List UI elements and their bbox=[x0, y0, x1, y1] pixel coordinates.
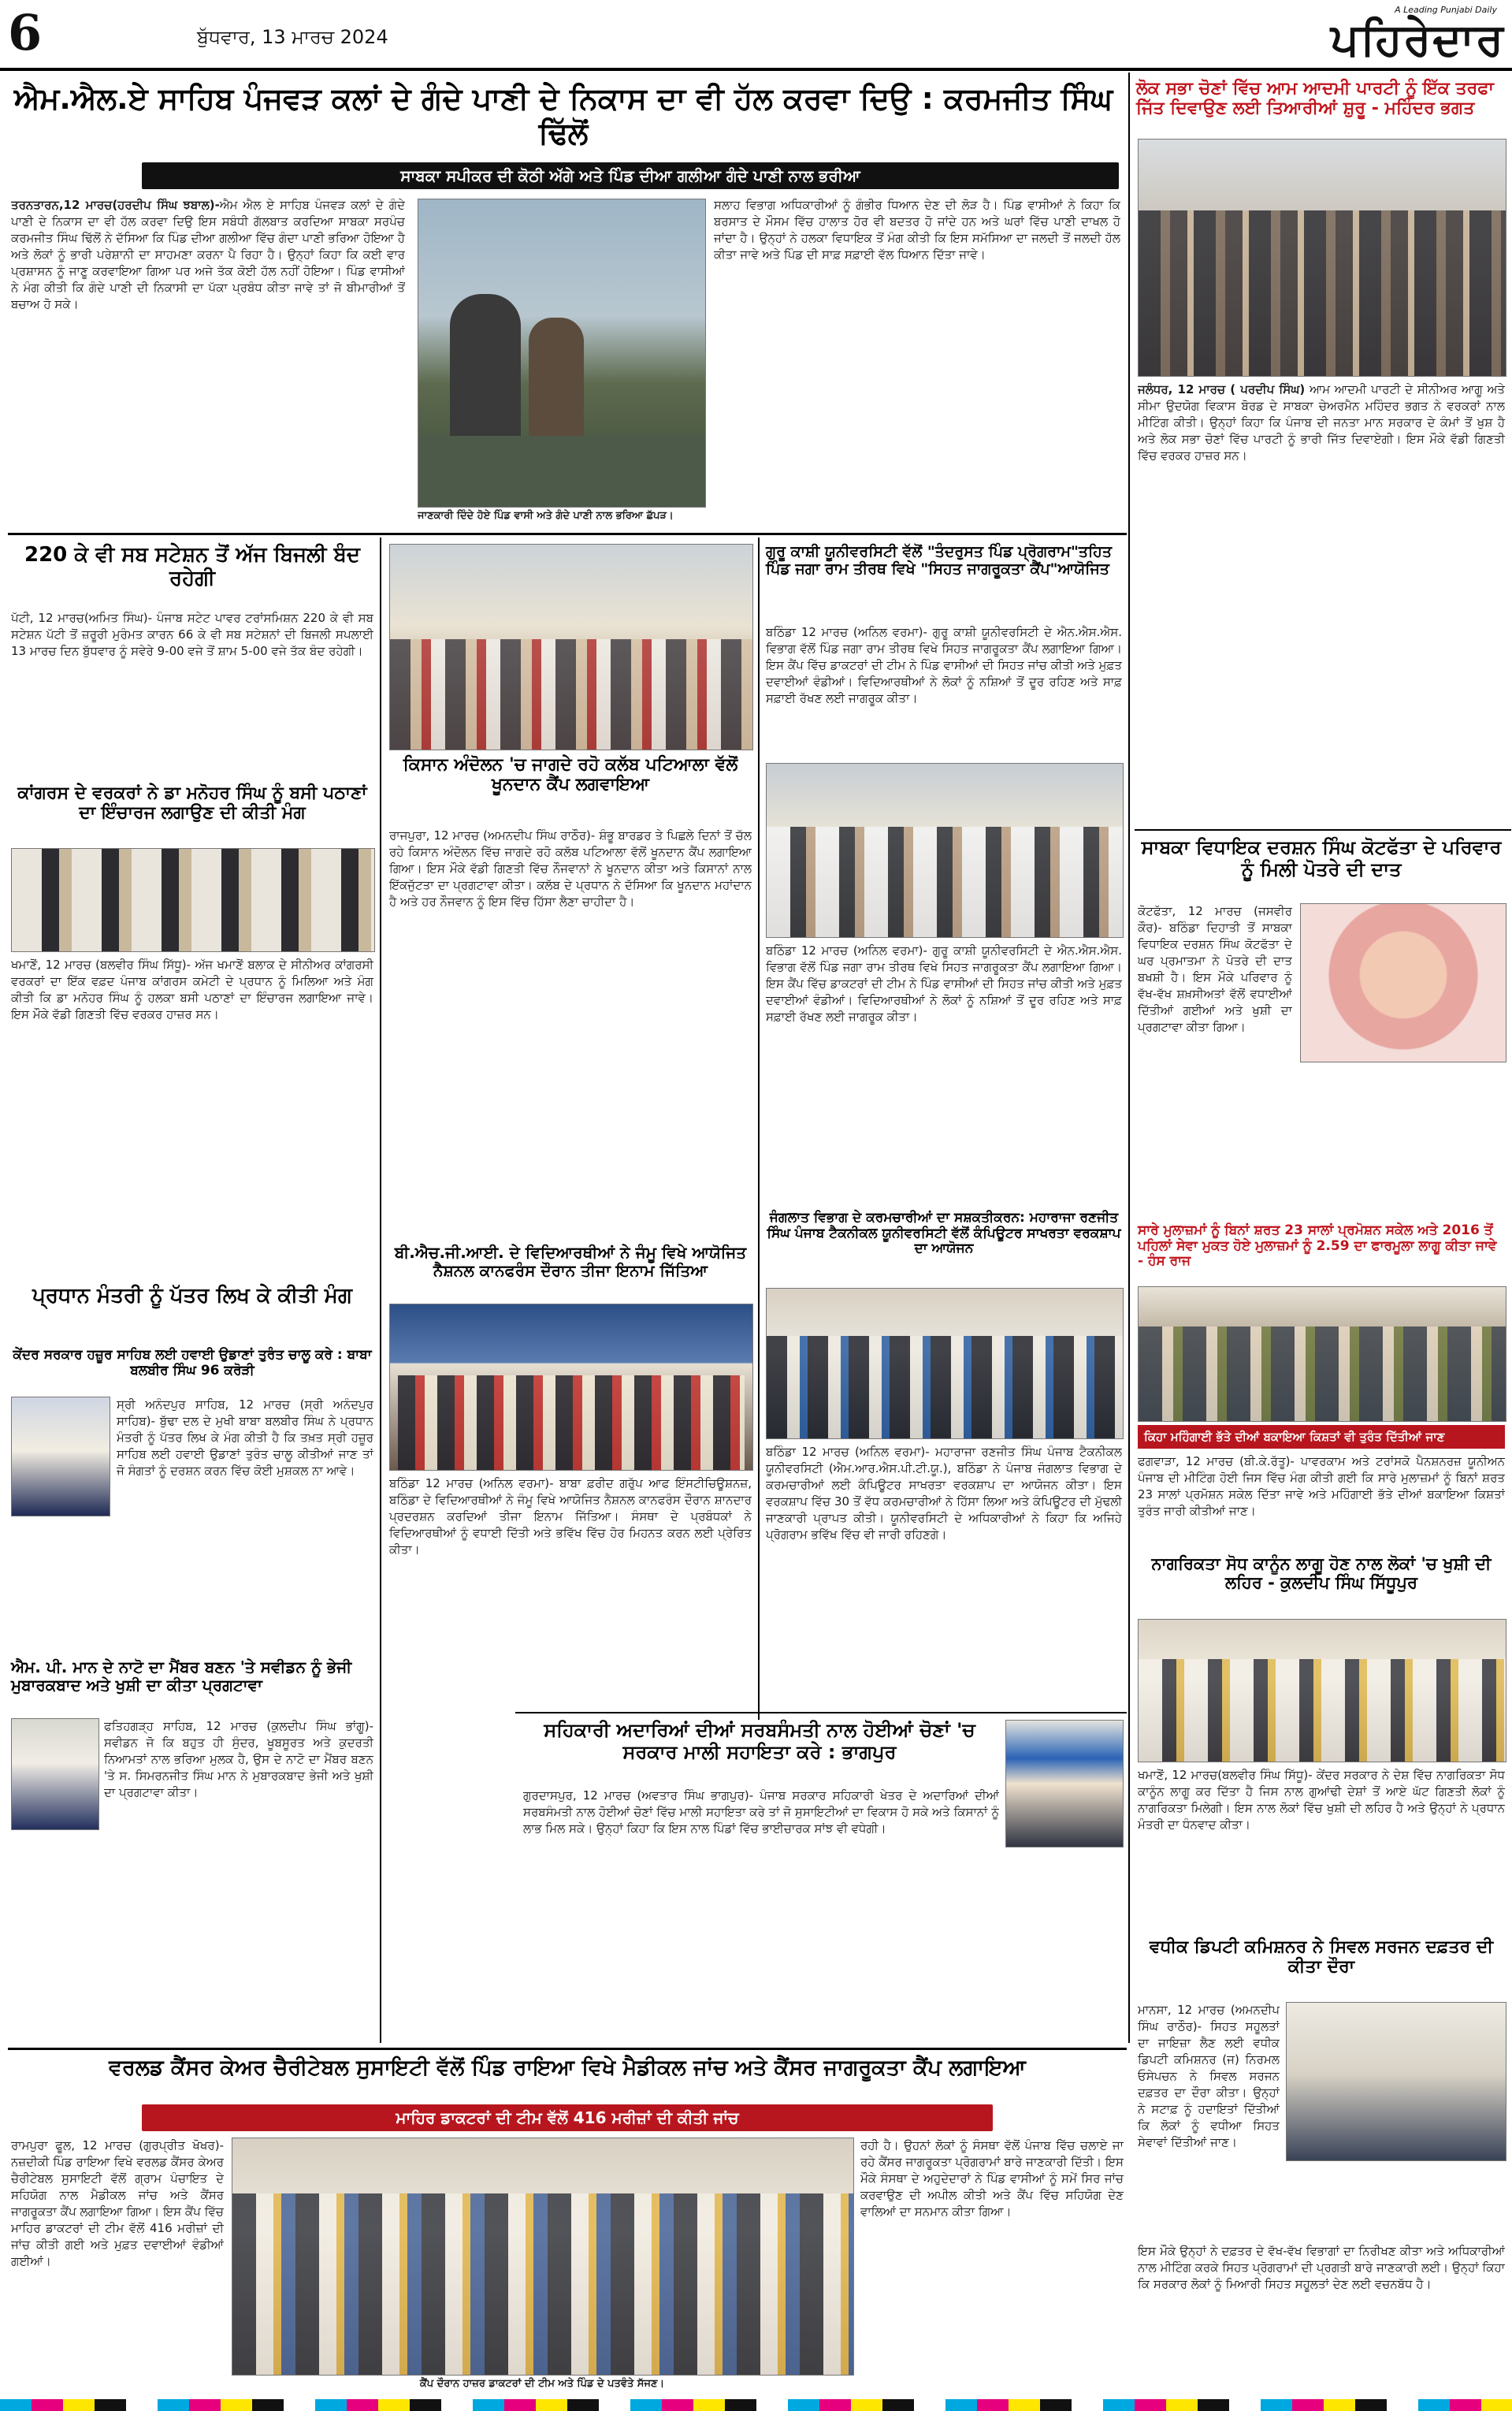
pension-photo bbox=[1138, 1286, 1506, 1422]
cooperative-headline: ਸਹਿਕਾਰੀ ਅਦਾਰਿਆਂ ਦੀਆਂ ਸਰਬਸੰਮਤੀ ਨਾਲ ਹੋਈਆਂ ਚੋਣਾਂ 'ਚ ਸਰਕਾਰ ਮਾਲੀ ਸਹਾਇਤਾ ਕਰੇ : ਭਾਗਪੁਰ bbox=[544, 1719, 975, 1763]
section-rule bbox=[8, 533, 1127, 535]
section-rule bbox=[1135, 829, 1511, 831]
forest-photo bbox=[766, 1288, 1124, 1439]
column-divider bbox=[1128, 73, 1130, 2043]
column-divider bbox=[758, 538, 760, 1720]
aap-dateline: ਜਲੰਧਰ, 12 ਮਾਰਚ ( ਪਰਦੀਪ ਸਿੰਘ) bbox=[1138, 382, 1306, 396]
congress-body: ਖਮਾਣੋਂ, 12 ਮਾਰਚ (ਬਲਵੀਰ ਸਿੰਘ ਸਿੱਧੂ)- ਅੱਜ ਖਮਾਣੋਂ ਬਲਾਕ ਦੇ ਸੀਨੀਅਰ ਕਾਂਗਰਸੀ ਵਰਕਰਾਂ ਦਾ ਇੱਕ ਵਫ਼ਦ ਪੰਜਾਬ ਕਾਂਗਰਸ ਕਮੇਟੀ ਦੇ ਪ੍ਰਧਾਨ ਨੂੰ ਮਿਲਿਆ ਅਤੇ ਮੰਗ ਕੀਤੀ ਕਿ ਡਾ ਮਨੋਹਰ ਸਿੰਘ ਨੂੰ ਹਲਕਾ ਬਸੀ ਪਠਾਣਾਂ ਦਾ ਇੰਚਾਰਜ ਲਗਾਇਆ ਜਾਵੇ। ਇਸ ਮੌਕੇ ਵੱਡੀ ਗਿਣਤੀ ਵਿੱਚ ਵਰਕਰ ਹਾਜ਼ਰ ਸਨ। bbox=[11, 958, 373, 1021]
pension-body: ਫਗਵਾੜਾ, 12 ਮਾਰਚ (ਬੀ.ਕੇ.ਰੱਤੂ)- ਪਾਵਰਕਾਮ ਅਤੇ ਟਰਾਂਸਕੋ ਪੈਨਸ਼ਨਰਜ਼ ਯੂਨੀਅਨ ਪੰਜਾਬ ਦੀ ਮੀਟਿੰਗ ਹੋਈ ਜਿਸ ਵਿੱਚ ਮੰਗ ਕੀਤੀ ਗਈ ਕਿ ਸਾਰੇ ਮੁਲਾਜ਼ਮਾਂ ਨੂੰ ਬਿਨਾਂ ਸ਼ਰਤ 23 ਸਾਲਾਂ ਪ੍ਰਮੋਸ਼ਨ ਸਕੇਲ ਦਿੱਤਾ ਜਾਵੇ ਅਤੇ ਮਹਿੰਗਾਈ ਭੱਤੇ ਦੀਆਂ ਬਕਾਇਆ ਕਿਸ਼ਤਾਂ ਤੁਰੰਤ ਜਾਰੀ ਕੀਤੀਆਂ ਜਾਣ। bbox=[1138, 1454, 1505, 1518]
masthead-rule bbox=[0, 68, 1512, 71]
congress-photo bbox=[11, 848, 375, 952]
issue-date: ਬੁੱਧਵਾਰ, 13 ਮਾਰਚ 2024 bbox=[197, 26, 388, 48]
pm-letter-subhead: ਕੇਂਦਰ ਸਰਕਾਰ ਹਜ਼ੂਰ ਸਾਹਿਬ ਲਈ ਹਵਾਈ ਉਡਾਣਾਂ ਤੁਰੰਤ ਚਾਲੂ ਕਰੇ : ਬਾਬਾ ਬਲਬੀਰ ਸਿੰਘ 96 ਕਰੋੜੀ bbox=[13, 1347, 372, 1379]
lead-photo bbox=[418, 199, 706, 508]
aap-body bbox=[1138, 381, 1505, 823]
forest-body: ਬਠਿੰਡਾ 12 ਮਾਰਚ (ਅਨਿਲ ਵਰਮਾ)- ਮਹਾਰਾਜਾ ਰਣਜੀਤ ਸਿੰਘ ਪੰਜਾਬ ਟੈਕਨੀਕਲ ਯੂਨੀਵਰਸਿਟੀ (ਐਮ.ਆਰ.ਐਸ.ਪੀ.ਟੀ.ਯੂ.), ਬਠਿੰਡਾ ਨੇ ਪੰਜਾਬ ਜੰਗਲਾਤ ਵਿਭਾਗ ਦੇ ਕਰਮਚਾਰੀਆਂ ਲਈ ਕੰਪਿਊਟਰ ਸਾਖਰਤਾ ਵਰਕਸ਼ਾਪ ਦਾ ਆਯੋਜਨ ਕੀਤਾ। ਇਸ ਵਰਕਸ਼ਾਪ ਵਿੱਚ 30 ਤੋਂ ਵੱਧ ਕਰਮਚਾਰੀਆਂ ਨੇ ਹਿੱਸਾ ਲਿਆ ਅਤੇ ਕੰਪਿਊਟਰ ਦੀ ਮੁੱਢਲੀ ਜਾਣਕਾਰੀ ਪ੍ਰਾਪਤ ਕੀਤੀ। ਯੂਨੀਵਰਸਿਟੀ ਦੇ ਅਧਿਕਾਰੀਆਂ ਨੇ ਕਿਹਾ ਕਿ ਅਜਿਹੇ ਪ੍ਰੋਗਰਾਮ ਭਵਿੱਖ ਵਿੱਚ ਵੀ ਜਾਰੀ ਰਹਿਣਗੇ। bbox=[766, 1445, 1122, 1542]
lead-photo-caption: ਜਾਣਕਾਰੀ ਦਿੰਦੇ ਹੋਏ ਪਿੰਡ ਵਾਸੀ ਅਤੇ ਗੰਦੇ ਪਾਣੀ ਨਾਲ ਭਰਿਆ ਛੱਪੜ। bbox=[418, 510, 674, 522]
lead-subhead-text: ਸਾਬਕਾ ਸਪੀਕਰ ਦੀ ਕੋਠੀ ਅੱਗੇ ਅਤੇ ਪਿੰਡ ਦੀਆ ਗਲੀਆ ਗੰਦੇ ਪਾਣੀ ਨਾਲ ਭਰੀਆ bbox=[400, 166, 860, 185]
power-cut-body: ਪੱਟੀ, 12 ਮਾਰਚ(ਅਮਿਤ ਸਿੰਘ)- ਪੰਜਾਬ ਸਟੇਟ ਪਾਵਰ ਟਰਾਂਸਮਿਸ਼ਨ 220 ਕੇ ਵੀ ਸਬ ਸਟੇਸ਼ਨ ਪੱਟੀ ਤੋਂ ਜ਼ਰੂਰੀ ਮੁਰੰਮਤ ਕਾਰਨ 66 ਕੇ ਵੀ ਸਬ ਸਟੇਸ਼ਨਾਂ ਦੀ ਬਿਜਲੀ ਸਪਲਾਈ 13 ਮਾਰਚ ਦਿਨ ਬੁੱਧਵਾਰ ਨੂੰ ਸਵੇਰੇ 9-00 ਵਜੇ ਤੋਂ ਸ਼ਾਮ 5-00 ਵਜੇ ਤੱਕ ਬੰਦ ਰਹੇਗੀ। bbox=[11, 611, 373, 658]
kisan-headline: ਕਿਸਾਨ ਅੰਦੋਲਨ 'ਚ ਜਾਗਦੇ ਰਹੋ ਕਲੱਬ ਪਟਿਆਲਾ ਵੱਲੋਂ ਖੂਨਦਾਨ ਕੈਂਪ ਲਗਵਾਇਆ bbox=[403, 755, 738, 795]
kotfatta-headline: ਸਾਬਕਾ ਵਿਧਾਇਕ ਦਰਸ਼ਨ ਸਿੰਘ ਕੋਟਫੱਤਾ ਦੇ ਪਰਿਵਾਰ ਨੂੰ ਮਿਲੀ ਪੋਤਰੇ ਦੀ ਦਾਤ bbox=[1141, 836, 1502, 880]
cancer-camp-photo bbox=[232, 2138, 854, 2376]
photo-water bbox=[418, 436, 705, 507]
lead-subhead bbox=[142, 162, 1119, 189]
dc-visit-body: ਮਾਨਸਾ, 12 ਮਾਰਚ (ਅਮਨਦੀਪ ਸਿੰਘ ਰਾਠੌਰ)- ਸਿਹਤ ਸਹੂਲਤਾਂ ਦਾ ਜਾਇਜ਼ਾ ਲੈਣ ਲਈ ਵਧੀਕ ਡਿਪਟੀ ਕਮਿਸ਼ਨਰ (ਜ) ਨਿਰਮਲ ਓਸੇਪਚਨ ਨੇ ਸਿਵਲ ਸਰਜਨ ਦਫ਼ਤਰ ਦਾ ਦੌਰਾ ਕੀਤਾ। ਉਨ੍ਹਾਂ ਨੇ ਸਟਾਫ਼ ਨੂੰ ਹਦਾਇਤਾਂ ਦਿੱਤੀਆਂ ਕਿ ਲੋਕਾਂ ਨੂੰ ਵਧੀਆ ਸਿਹਤ ਸੇਵਾਵਾਂ ਦਿੱਤੀਆਂ ਜਾਣ। bbox=[1138, 2003, 1280, 2149]
photo-crowd bbox=[390, 639, 752, 750]
kisan-photo bbox=[389, 544, 753, 750]
lead-body-left bbox=[11, 197, 405, 528]
cancer-camp-body-left: ਰਾਮਪੁਰਾ ਫੂਲ, 12 ਮਾਰਚ (ਗੁਰਪ੍ਰੀਤ ਖੋਖਰ)- ਨਜ਼ਦੀਕੀ ਪਿੰਡ ਰਾਇਆ ਵਿਖੇ ਵਰਲਡ ਕੈਂਸਰ ਕੇਅਰ ਚੈਰੀਟੇਬਲ ਸੁਸਾਇਟੀ ਵੱਲੋਂ ਗ੍ਰਾਮ ਪੰਚਾਇਤ ਦੇ ਸਹਿਯੋਗ ਨਾਲ ਮੈਡੀਕਲ ਜਾਂਚ ਅਤੇ ਕੈਂਸਰ ਜਾਗਰੂਕਤਾ ਕੈਂਪ ਲਗਾਇਆ ਗਿਆ। ਇਸ ਕੈਂਪ ਵਿੱਚ ਮਾਹਿਰ ਡਾਕਟਰਾਂ ਦੀ ਟੀਮ ਵੱਲੋਂ 416 ਮਰੀਜ਼ਾਂ ਦੀ ਜਾਂਚ ਕੀਤੀ ਗਈ ਅਤੇ ਮੁਫ਼ਤ ਦਵਾਈਆਂ ਵੰਡੀਆਂ ਗਈਆਂ। bbox=[11, 2138, 224, 2268]
lead-body-left-text: ਐਮ ਐਲ ਏ ਸਾਹਿਬ ਪੰਜਵੜ ਕਲਾਂ ਦੇ ਗੰਦੇ ਪਾਣੀ ਦੇ ਨਿਕਾਸ ਦਾ ਵੀ ਹੱਲ ਕਰਵਾ ਦਿਉ ਇਸ ਸਬੰਧੀ ਗੱਲਬਾਤ ਕਰਦਿਆ ਸਾਬਕਾ ਸਰਪੰਚ ਕਰਮਜੀਤ ਸਿੰਘ ਢਿੱਲੋਂ ਨੇ ਦੱਸਿਆ ਕਿ ਪਿੰਡ ਦੀਆ ਗਲੀਆ ਵਿੱਚ ਗੰਦਾ ਪਾਣੀ ਭਰਿਆ ਹੋਇਆ ਹੈ ਅਤੇ ਲੋਕਾਂ ਨੂੰ ਭਾਰੀ ਪਰੇਸ਼ਾਨੀ ਦਾ ਸਾਹਮਣਾ ਕਰਨਾ ਪੈ ਰਿਹਾ ਹੈ। ਉਨ੍ਹਾਂ ਕਿਹਾ ਕਿ ਕਈ ਵਾਰ ਪ੍ਰਸ਼ਾਸਨ ਨੂੰ ਜਾਣੂ ਕਰਵਾਇਆ ਗਿਆ ਪਰ ਅਜੇ ਤੱਕ ਕੋਈ ਹੱਲ ਨਹੀਂ ਹੋਇਆ। ਪਿੰਡ ਵਾਸੀਆਂ ਨੇ ਮੰਗ ਕੀਤੀ ਕਿ ਗੰਦੇ ਪਾਣੀ ਦੀ ਨਿਕਾਸੀ ਦਾ ਪੱਕਾ ਪ੍ਰਬੰਧ ਕੀਤਾ ਜਾਵੇ ਤਾਂ ਜੋ ਬੀਮਾਰੀਆਂ ਤੋਂ ਬਚਾਅ ਹੋ ਸਕੇ। bbox=[11, 198, 405, 311]
photo-crowd bbox=[232, 2193, 853, 2375]
congress-headline: ਕਾਂਗਰਸ ਦੇ ਵਰਕਰਾਂ ਨੇ ਡਾ ਮਨੋਹਰ ਸਿੰਘ ਨੂੰ ਬਸੀ ਪਠਾਣਾਂ ਦਾ ਇੰਚਾਰਜ ਲਗਾਉਣ ਦੀ ਕੀਤੀ ਮੰਗ bbox=[17, 783, 367, 824]
caa-body: ਖਮਾਣੋਂ, 12 ਮਾਰਚ(ਬਲਵੀਰ ਸਿੰਘ ਸਿੱਧੂ)- ਕੇਂਦਰ ਸਰਕਾਰ ਨੇ ਦੇਸ਼ ਵਿੱਚ ਨਾਗਰਿਕਤਾ ਸੋਧ ਕਾਨੂੰਨ ਲਾਗੂ ਕਰ ਦਿੱਤਾ ਹੈ ਜਿਸ ਨਾਲ ਗੁਆਂਢੀ ਦੇਸ਼ਾਂ ਤੋਂ ਆਏ ਘੱਟ ਗਿਣਤੀ ਲੋਕਾਂ ਨੂੰ ਨਾਗਰਿਕਤਾ ਮਿਲੇਗੀ। ਇਸ ਨਾਲ ਲੋਕਾਂ ਵਿੱਚ ਖੁਸ਼ੀ ਦੀ ਲਹਿਰ ਹੈ ਅਤੇ ਉਨ੍ਹਾਂ ਨੇ ਪ੍ਰਧਾਨ ਮੰਤਰੀ ਦਾ ਧੰਨਵਾਦ ਕੀਤਾ। bbox=[1138, 1768, 1505, 1832]
photo-crowd bbox=[1139, 1326, 1506, 1421]
column-divider bbox=[380, 538, 381, 2043]
photo-crowd bbox=[767, 827, 1123, 937]
paper-name: ਪਹਿਰੇਦਾਰ bbox=[1330, 14, 1505, 65]
kotfatta-photo bbox=[1300, 903, 1506, 1062]
guru-kashi-headline: ਗੁਰੂ ਕਾਸ਼ੀ ਯੂਨੀਵਰਸਿਟੀ ਵੱਲੋਂ "ਤੰਦਰੁਸਤ ਪਿੰਡ ਪ੍ਰੋਗਰਾਮ"ਤਹਿਤ ਪਿੰਡ ਜਗਾ ਰਾਮ ਤੀਰਥ ਵਿਖੇ "ਸਿਹਤ ਜਾਗਰੂਕਤਾ ਕੈਂਪ"ਆਯੋਜਿਤ bbox=[766, 543, 1113, 578]
photo-crowd bbox=[1139, 210, 1506, 376]
cancer-camp-photo-caption: ਕੈਂਪ ਦੌਰਾਨ ਹਾਜ਼ਰ ਡਾਕਟਰਾਂ ਦੀ ਟੀਮ ਅਤੇ ਪਿੰਡ ਦੇ ਪਤਵੰਤੇ ਸੱਜਣ। bbox=[419, 2378, 665, 2390]
bhgi-body: ਬਠਿੰਡਾ 12 ਮਾਰਚ (ਅਨਿਲ ਵਰਮਾ)- ਬਾਬਾ ਫ਼ਰੀਦ ਗਰੁੱਪ ਆਫ ਇੰਸਟੀਚਿਊਸ਼ਨਜ਼, ਬਠਿੰਡਾ ਦੇ ਵਿਦਿਆਰਥੀਆਂ ਨੇ ਜੰਮੂ ਵਿਖੇ ਆਯੋਜਿਤ ਨੈਸ਼ਨਲ ਕਾਨਫਰੰਸ ਦੌਰਾਨ ਸ਼ਾਨਦਾਰ ਪ੍ਰਦਰਸ਼ਨ ਕਰਦਿਆਂ ਤੀਜਾ ਇਨਾਮ ਜਿੱਤਿਆ। ਸੰਸਥਾ ਦੇ ਪ੍ਰਬੰਧਕਾਂ ਨੇ ਵਿਦਿਆਰਥੀਆਂ ਨੂੰ ਵਧਾਈ ਦਿੱਤੀ ਅਤੇ ਭਵਿੱਖ ਵਿੱਚ ਹੋਰ ਮਿਹਨਤ ਕਰਨ ਲਈ ਪ੍ਰੇਰਿਤ ਕੀਤਾ। bbox=[389, 1476, 752, 1557]
cancer-camp-subhead-text: ਮਾਹਿਰ ਡਾਕਟਰਾਂ ਦੀ ਟੀਮ ਵੱਲੋਂ 416 ਮਰੀਜ਼ਾਂ ਦੀ ਕੀਤੀ ਜਾਂਚ bbox=[396, 2108, 739, 2127]
photo-crowd bbox=[1139, 1659, 1506, 1762]
page-number: 6 bbox=[8, 4, 43, 61]
guru-kashi-photo bbox=[766, 763, 1124, 938]
pension-subhead-text: ਕਿਹਾ ਮਹਿੰਗਾਈ ਭੱਤੇ ਦੀਆਂ ਬਕਾਇਆ ਕਿਸ਼ਤਾਂ ਵੀ ਤੁਰੰਤ ਦਿੱਤੀਆਂ ਜਾਣ bbox=[1144, 1430, 1445, 1444]
aap-body-text: ਆਮ ਆਦਮੀ ਪਾਰਟੀ ਦੇ ਸੀਨੀਅਰ ਆਗੂ ਅਤੇ ਸੀਮਾ ਉਦਯੋਗ ਵਿਕਾਸ ਬੋਰਡ ਦੇ ਸਾਬਕਾ ਚੇਅਰਮੈਨ ਮਹਿੰਦਰ ਭਗਤ ਨੇ ਵਰਕਰਾਂ ਨਾਲ ਮੀਟਿੰਗ ਕੀਤੀ। ਉਨ੍ਹਾਂ ਕਿਹਾ ਕਿ ਪੰਜਾਬ ਦੀ ਜਨਤਾ ਮਾਨ ਸਰਕਾਰ ਦੇ ਕੰਮਾਂ ਤੋਂ ਖੁਸ਼ ਹੈ ਅਤੇ ਲੋਕ ਸਭਾ ਚੋਣਾਂ ਵਿੱਚ ਪਾਰਟੀ ਨੂੰ ਭਾਰੀ ਜਿੱਤ ਦਿਵਾਏਗੀ। ਇਸ ਮੌਕੇ ਵੱਡੀ ਗਿਣਤੀ ਵਿੱਚ ਵਰਕਰ ਹਾਜ਼ਰ ਸਨ। bbox=[1138, 382, 1505, 463]
color-registration-strip bbox=[0, 2399, 1512, 2411]
cooperative-portrait bbox=[1005, 1720, 1124, 1847]
aap-photo bbox=[1138, 139, 1506, 377]
mp-maan-headline: ਐਮ. ਪੀ. ਮਾਨ ਦੇ ਨਾਟੋ ਦਾ ਮੈਂਬਰ ਬਣਨ 'ਤੇ ਸਵੀਡਨ ਨੂੰ ਭੇਜੀ ਮੁਬਾਰਕਬਾਦ ਅਤੇ ਖੁਸ਼ੀ ਦਾ ਕੀਤਾ ਪ੍ਰਗਟਾਵਾ bbox=[11, 1658, 352, 1695]
pm-letter-body: ਸ੍ਰੀ ਅਨੰਦਪੁਰ ਸਾਹਿਬ, 12 ਮਾਰਚ (ਸ੍ਰੀ ਅਨੰਦਪੁਰ ਸਾਹਿਬ)- ਬੁੱਢਾ ਦਲ ਦੇ ਮੁਖੀ ਬਾਬਾ ਬਲਬੀਰ ਸਿੰਘ ਨੇ ਪ੍ਰਧਾਨ ਮੰਤਰੀ ਨੂੰ ਪੱਤਰ ਲਿਖ ਕੇ ਮੰਗ ਕੀਤੀ ਹੈ ਕਿ ਤਖ਼ਤ ਸ੍ਰੀ ਹਜ਼ੂਰ ਸਾਹਿਬ ਲਈ ਹਵਾਈ ਉਡਾਣਾਂ ਤੁਰੰਤ ਚਾਲੂ ਕੀਤੀਆਂ ਜਾਣ ਤਾਂ ਜੋ ਸੰਗਤਾਂ ਨੂੰ ਦਰਸ਼ਨ ਕਰਨ ਵਿੱਚ ਕੋਈ ਮੁਸ਼ਕਲ ਨਾ ਆਵੇ। bbox=[117, 1397, 373, 1478]
kotfatta-body: ਕੋਟਫੱਤਾ, 12 ਮਾਰਚ (ਜਸਵੀਰ ਕੌਰ)- ਬਠਿੰਡਾ ਦਿਹਾਤੀ ਤੋਂ ਸਾਬਕਾ ਵਿਧਾਇਕ ਦਰਸ਼ਨ ਸਿੰਘ ਕੋਟਫੱਤਾ ਦੇ ਘਰ ਪ੍ਰਮਾਤਮਾ ਨੇ ਪੋਤਰੇ ਦੀ ਦਾਤ ਬਖਸ਼ੀ ਹੈ। ਇਸ ਮੌਕੇ ਪਰਿਵਾਰ ਨੂੰ ਵੱਖ-ਵੱਖ ਸ਼ਖ਼ਸੀਅਤਾਂ ਵੱਲੋਂ ਵਧਾਈਆਂ ਦਿੱਤੀਆਂ ਗਈਆਂ ਅਤੇ ਖੁਸ਼ੀ ਦਾ ਪ੍ਰਗਟਾਵਾ ਕੀਤਾ ਗਿਆ। bbox=[1138, 904, 1292, 1034]
section-rule bbox=[8, 2048, 1127, 2050]
guru-kashi-body: ਬਠਿੰਡਾ 12 ਮਾਰਚ (ਅਨਿਲ ਵਰਮਾ)- ਗੁਰੂ ਕਾਸ਼ੀ ਯੂਨੀਵਰਸਿਟੀ ਦੇ ਐਨ.ਐਸ.ਐਸ. ਵਿਭਾਗ ਵੱਲੋਂ ਪਿੰਡ ਜਗਾ ਰਾਮ ਤੀਰਥ ਵਿਖੇ ਸਿਹਤ ਜਾਗਰੂਕਤਾ ਕੈਂਪ ਲਗਾਇਆ ਗਿਆ। ਇਸ ਕੈਂਪ ਵਿੱਚ ਡਾਕਟਰਾਂ ਦੀ ਟੀਮ ਨੇ ਪਿੰਡ ਵਾਸੀਆਂ ਦੀ ਸਿਹਤ ਜਾਂਚ ਕੀਤੀ ਅਤੇ ਮੁਫ਼ਤ ਦਵਾਈਆਂ ਵੰਡੀਆਂ। ਵਿਦਿਆਰਥੀਆਂ ਨੇ ਲੋਕਾਂ ਨੂੰ ਨਸ਼ਿਆਂ ਤੋਂ ਦੂਰ ਰਹਿਣ ਅਤੇ ਸਾਫ਼ ਸਫ਼ਾਈ ਰੱਖਣ ਲਈ ਜਾਗਰੂਕ ਕੀਤਾ। bbox=[766, 625, 1122, 705]
cooperative-body: ਗੁਰਦਾਸਪੁਰ, 12 ਮਾਰਚ (ਅਵਤਾਰ ਸਿੰਘ ਭਾਗਪੁਰ)- ਪੰਜਾਬ ਸਰਕਾਰ ਸਹਿਕਾਰੀ ਖੇਤਰ ਦੇ ਅਦਾਰਿਆਂ ਦੀਆਂ ਸਰਬਸੰਮਤੀ ਨਾਲ ਹੋਈਆਂ ਚੋਣਾਂ ਵਿੱਚ ਮਾਲੀ ਸਹਾਇਤਾ ਕਰੇ ਤਾਂ ਜੋ ਸੁਸਾਇਟੀਆਂ ਦਾ ਵਿਕਾਸ ਹੋ ਸਕੇ ਅਤੇ ਕਿਸਾਨਾਂ ਨੂੰ ਲਾਭ ਮਿਲ ਸਕੇ। ਉਨ੍ਹਾਂ ਕਿਹਾ ਕਿ ਇਸ ਨਾਲ ਪਿੰਡਾਂ ਵਿੱਚ ਭਾਈਚਾਰਕ ਸਾਂਝ ਵੀ ਵਧੇਗੀ। bbox=[523, 1788, 999, 1836]
photo-crowd bbox=[767, 1336, 1123, 1438]
dc-visit-body-cont: ਇਸ ਮੌਕੇ ਉਨ੍ਹਾਂ ਨੇ ਦਫ਼ਤਰ ਦੇ ਵੱਖ-ਵੱਖ ਵਿਭਾਗਾਂ ਦਾ ਨਿਰੀਖਣ ਕੀਤਾ ਅਤੇ ਅਧਿਕਾਰੀਆਂ ਨਾਲ ਮੀਟਿੰਗ ਕਰਕੇ ਸਿਹਤ ਪ੍ਰੋਗਰਾਮਾਂ ਦੀ ਪ੍ਰਗਤੀ ਬਾਰੇ ਜਾਣਕਾਰੀ ਲਈ। ਉਨ੍ਹਾਂ ਕਿਹਾ ਕਿ ਸਰਕਾਰ ਲੋਕਾਂ ਨੂੰ ਮਿਆਰੀ ਸਿਹਤ ਸਹੂਲਤਾਂ ਦੇਣ ਲਈ ਵਚਨਬੱਧ ਹੈ। bbox=[1138, 2244, 1505, 2291]
dc-visit-photo bbox=[1286, 2002, 1506, 2161]
caa-headline: ਨਾਗਰਿਕਤਾ ਸੋਧ ਕਾਨੂੰਨ ਲਾਗੂ ਹੋਣ ਨਾਲ ਲੋਕਾਂ 'ਚ ਖੁਸ਼ੀ ਦੀ ਲਹਿਰ - ਕੁਲਦੀਪ ਸਿੰਘ ਸਿੱਧੂਪੁਰ bbox=[1151, 1554, 1492, 1593]
kisan-body: ਰਾਜਪੁਰਾ, 12 ਮਾਰਚ (ਅਮਨਦੀਪ ਸਿੰਘ ਰਾਠੌਰ)- ਸ਼ੰਭੂ ਬਾਰਡਰ ਤੇ ਪਿਛਲੇ ਦਿਨਾਂ ਤੋਂ ਚੱਲ ਰਹੇ ਕਿਸਾਨ ਅੰਦੋਲਨ ਵਿੱਚ ਜਾਗਦੇ ਰਹੋ ਕਲੱਬ ਪਟਿਆਲਾ ਵੱਲੋਂ ਖੂਨਦਾਨ ਕੈਂਪ ਲਗਾਇਆ ਗਿਆ। ਇਸ ਮੌਕੇ ਵੱਡੀ ਗਿਣਤੀ ਵਿੱਚ ਨੌਜਵਾਨਾਂ ਨੇ ਖੂਨਦਾਨ ਕੀਤਾ ਅਤੇ ਕਿਸਾਨਾਂ ਨਾਲ ਇੱਕਜੁੱਟਤਾ ਦਾ ਪ੍ਰਗਟਾਵਾ ਕੀਤਾ। ਕਲੱਬ ਦੇ ਪ੍ਰਧਾਨ ਨੇ ਦੱਸਿਆ ਕਿ ਖੂਨਦਾਨ ਮਹਾਂਦਾਨ ਹੈ ਅਤੇ ਹਰ ਨੌਜਵਾਨ ਨੂੰ ਇਸ ਵਿੱਚ ਹਿੱਸਾ ਲੈਣਾ ਚਾਹੀਦਾ ਹੈ। bbox=[389, 828, 752, 909]
section-rule bbox=[515, 1712, 1127, 1713]
pm-letter-portrait bbox=[11, 1397, 110, 1516]
dc-visit-headline: ਵਧੀਕ ਡਿਪਟੀ ਕਮਿਸ਼ਨਰ ਨੇ ਸਿਵਲ ਸਰਜਨ ਦਫ਼ਤਰ ਦੀ ਕੀਤਾ ਦੌਰਾ bbox=[1149, 1937, 1494, 1978]
pension-headline: ਸਾਰੇ ਮੁਲਾਜ਼ਮਾਂ ਨੂੰ ਬਿਨਾਂ ਸ਼ਰਤ 23 ਸਾਲਾਂ ਪ੍ਰਮੋਸ਼ਨ ਸਕੇਲ ਅਤੇ 2016 ਤੋਂ ਪਹਿਲਾਂ ਸੇਵਾ ਮੁਕਤ ਹੋਏ ਮੁਲਾਜ਼ਮਾਂ ਨੂੰ 2.59 ਦਾ ਫਾਰਮੂਲਾ ਲਾਗੂ ਕੀਤਾ ਜਾਵੇ - ਹੰਸ ਰਾਜ bbox=[1138, 1222, 1497, 1270]
forest-headline: ਜੰਗਲਾਤ ਵਿਭਾਗ ਦੇ ਕਰਮਚਾਰੀਆਂ ਦਾ ਸਸ਼ਕਤੀਕਰਨ: ਮਹਾਰਾਜਾ ਰਣਜੀਤ ਸਿੰਘ ਪੰਜਾਬ ਟੈਕਨੀਕਲ ਯੂਨੀਵਰਸਿਟੀ ਵੱਲੋਂ ਕੰਪਿਊਟਰ ਸਾਖਰਤਾ ਵਰਕਸ਼ਾਪ ਦਾ ਆਯੋਜਨ bbox=[767, 1210, 1121, 1257]
bhgi-headline: ਬੀ.ਐਚ.ਜੀ.ਆਈ. ਦੇ ਵਿਦਿਆਰਥੀਆਂ ਨੇ ਜੰਮੂ ਵਿਖੇ ਆਯੋਜਿਤ ਨੈਸ਼ਨਲ ਕਾਨਫਰੰਸ ਦੌਰਾਨ ਤੀਜਾ ਇਨਾਮ ਜਿੱਤਿਆ bbox=[394, 1243, 747, 1280]
photo-crowd bbox=[398, 1375, 745, 1470]
pension-subhead bbox=[1138, 1425, 1505, 1449]
power-cut-headline: 220 ਕੇ ਵੀ ਸਬ ਸਟੇਸ਼ਨ ਤੋਂ ਅੱਜ ਬਿਜਲੀ ਬੰਦ ਰਹੇਗੀ bbox=[24, 543, 360, 590]
guru-kashi-body-cont-text: ਬਠਿੰਡਾ 12 ਮਾਰਚ (ਅਨਿਲ ਵਰਮਾ)- ਗੁਰੂ ਕਾਸ਼ੀ ਯੂਨੀਵਰਸਿਟੀ ਦੇ ਐਨ.ਐਸ.ਐਸ. ਵਿਭਾਗ ਵੱਲੋਂ ਪਿੰਡ ਜਗਾ ਰਾਮ ਤੀਰਥ ਵਿਖੇ ਸਿਹਤ ਜਾਗਰੂਕਤਾ ਕੈਂਪ ਲਗਾਇਆ ਗਿਆ। ਇਸ ਕੈਂਪ ਵਿੱਚ ਡਾਕਟਰਾਂ ਦੀ ਟੀਮ ਨੇ ਪਿੰਡ ਵਾਸੀਆਂ ਦੀ ਸਿਹਤ ਜਾਂਚ ਕੀਤੀ ਅਤੇ ਮੁਫ਼ਤ ਦਵਾਈਆਂ ਵੰਡੀਆਂ। ਵਿਦਿਆਰਥੀਆਂ ਨੇ ਲੋਕਾਂ ਨੂੰ ਨਸ਼ਿਆਂ ਤੋਂ ਦੂਰ ਰਹਿਣ ਅਤੇ ਸਾਫ਼ ਸਫ਼ਾਈ ਰੱਖਣ ਲਈ ਜਾਗਰੂਕ ਕੀਤਾ। bbox=[766, 943, 1122, 1024]
cancer-camp-headline: ਵਰਲਡ ਕੈਂਸਰ ਕੇਅਰ ਚੈਰੀਟੇਬਲ ਸੁਸਾਇਟੀ ਵੱਲੋਂ ਪਿੰਡ ਰਾਇਆ ਵਿਖੇ ਮੈਡੀਕਲ ਜਾਂਚ ਅਤੇ ਕੈਂਸਰ ਜਾਗਰੂਕਤਾ ਕੈਂਪ ਲਗਾਇਆ bbox=[109, 2056, 1026, 2080]
pm-letter-headline: ਪ੍ਰਧਾਨ ਮੰਤਰੀ ਨੂੰ ਪੱਤਰ ਲਿਖ ਕੇ ਕੀਤੀ ਮੰਗ bbox=[32, 1284, 352, 1308]
guru-kashi-body-cont bbox=[766, 943, 1122, 1203]
lead-headline: ਐਮ.ਐਲ.ਏ ਸਾਹਿਬ ਪੰਜਵੜ ਕਲਾਂ ਦੇ ਗੰਦੇ ਪਾਣੀ ਦੇ ਨਿਕਾਸ ਦਾ ਵੀ ਹੱਲ ਕਰਵਾ ਦਿਉ : ਕਰਮਜੀਤ ਸਿੰਘ ਢਿੱਲੋਂ bbox=[13, 81, 1113, 151]
bhgi-photo bbox=[389, 1304, 753, 1471]
cancer-camp-body-right: ਰਹੀ ਹੈ। ਉਹਨਾਂ ਲੋਕਾਂ ਨੂੰ ਸੰਸਥਾ ਵੱਲੋਂ ਪੰਜਾਬ ਵਿੱਚ ਚਲਾਏ ਜਾ ਰਹੇ ਕੈਂਸਰ ਜਾਗਰੂਕਤਾ ਪ੍ਰੋਗਰਾਮਾਂ ਬਾਰੇ ਜਾਣਕਾਰੀ ਦਿੱਤੀ। ਇਸ ਮੌਕੇ ਸੰਸਥਾ ਦੇ ਅਹੁਦੇਦਾਰਾਂ ਨੇ ਪਿੰਡ ਵਾਸੀਆਂ ਨੂੰ ਸਮੇਂ ਸਿਰ ਜਾਂਚ ਕਰਵਾਉਣ ਦੀ ਅਪੀਲ ਕੀਤੀ ਅਤੇ ਕੈਂਪ ਵਿੱਚ ਸਹਿਯੋਗ ਦੇਣ ਵਾਲਿਆਂ ਦਾ ਸਨਮਾਨ ਕੀਤਾ ਗਿਆ। bbox=[860, 2138, 1124, 2219]
mp-maan-body: ਫਤਿਹਗੜ੍ਹ ਸਾਹਿਬ, 12 ਮਾਰਚ (ਕੁਲਦੀਪ ਸਿੰਘ ਭਾਂਗੂ)- ਸਵੀਡਨ ਜੋ ਕਿ ਬਹੁਤ ਹੀ ਸੁੰਦਰ, ਖੂਬਸੂਰਤ ਅਤੇ ਕੁਦਰਤੀ ਨਿਆਮਤਾਂ ਨਾਲ ਭਰਿਆ ਮੁਲਕ ਹੈ, ਉਸ ਦੇ ਨਾਟੋ ਦਾ ਮੈਂਬਰ ਬਣਨ 'ਤੇ ਸ. ਸਿਮਰਨਜੀਤ ਸਿੰਘ ਮਾਨ ਨੇ ਮੁਬਾਰਕਬਾਦ ਭੇਜੀ ਅਤੇ ਖੁਸ਼ੀ ਦਾ ਪ੍ਰਗਟਾਵਾ ਕੀਤਾ। bbox=[104, 1719, 373, 1799]
cancer-camp-subhead bbox=[142, 2104, 993, 2131]
lead-dateline: ਤਰਨਤਾਰਨ,12 ਮਾਰਚ(ਹਰਦੀਪ ਸਿੰਘ ਝਬਾਲ)- bbox=[11, 198, 220, 212]
mp-maan-portrait bbox=[11, 1718, 99, 1830]
lead-body-right: ਸਲਾਹ ਵਿਭਾਗ ਅਧਿਕਾਰੀਆਂ ਨੂੰ ਗੰਭੀਰ ਧਿਆਨ ਦੇਣ ਦੀ ਲੋੜ ਹੈ। ਪਿੰਡ ਵਾਸੀਆਂ ਨੇ ਕਿਹਾ ਕਿ ਬਰਸਾਤ ਦੇ ਮੌਸਮ ਵਿੱਚ ਹਾਲਾਤ ਹੋਰ ਵੀ ਬਦਤਰ ਹੋ ਜਾਂਦੇ ਹਨ ਅਤੇ ਘਰਾਂ ਵਿੱਚ ਪਾਣੀ ਦਾਖਲ ਹੋ ਜਾਂਦਾ ਹੈ। ਉਨ੍ਹਾਂ ਨੇ ਹਲਕਾ ਵਿਧਾਇਕ ਤੋਂ ਮੰਗ ਕੀਤੀ ਕਿ ਇਸ ਸਮੱਸਿਆ ਦਾ ਜਲਦੀ ਤੋਂ ਜਲਦੀ ਹੱਲ ਕੀਤਾ ਜਾਵੇ ਅਤੇ ਪਿੰਡ ਦੀ ਸਾਫ਼ ਸਫ਼ਾਈ ਵੱਲ ਧਿਆਨ ਦਿੱਤਾ ਜਾਵੇ। bbox=[714, 198, 1120, 262]
caa-photo bbox=[1138, 1619, 1506, 1762]
aap-headline: ਲੋਕ ਸਭਾ ਚੋਣਾਂ ਵਿੱਚ ਆਮ ਆਦਮੀ ਪਾਰਟੀ ਨੂੰ ਇੱਕ ਤਰਫਾ ਜਿੱਤ ਦਿਵਾਉਣ ਲਈ ਤਿਆਰੀਆਂ ਸ਼ੁਰੂ - ਮਹਿੰਦਰ ਭਗਤ bbox=[1136, 79, 1494, 119]
masthead bbox=[0, 0, 1512, 69]
masthead-tagline: A Leading Punjabi Daily bbox=[1395, 5, 1497, 15]
